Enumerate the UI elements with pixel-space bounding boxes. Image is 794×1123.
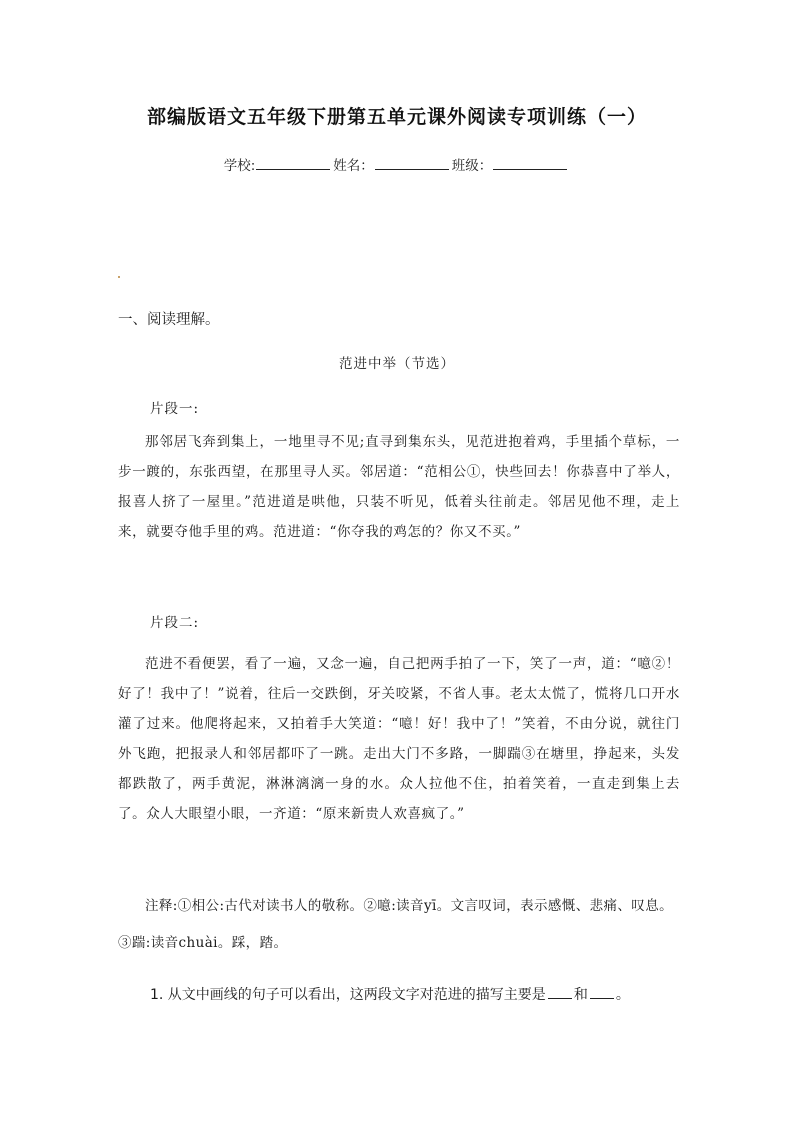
section-heading: 一、阅读理解。 [118,312,220,328]
class-label: 班级： [451,158,493,174]
student-info-line [0,154,794,174]
fragment1-label: 片段一: [150,401,200,417]
question-1-middle: 和 [573,987,588,1003]
document-title: 部编版语文五年级下册第五单元课外阅读专项训练（一） [146,106,647,128]
class-blank[interactable] [493,155,567,170]
school-blank[interactable] [256,155,330,170]
fragment2-label: 片段二: [150,615,200,631]
question-1-prefix: 1. 从文中画线的句子可以看出，这两段文字对范进的描写主要是 [150,987,546,1003]
fragment2-paragraph: 范进不看便罢，看了一遍，又念一遍，自己把两手拍了一下，笑了一声，道：“噫②！好了！我中了！”说着，往后一交跌倒，牙关咬紧，不省人事。老太太慌了，慌将几口开水灌了过来。他爬将起来，又拍着手大笑道：“噫！好！我中了！”笑着，不由分说，就往门外飞跑，把报录人和邻居都吓了一跳。走出大门不多路，一脚踹③在塘里，挣起来，头发都跌散了，两手黄泥，淋淋漓漓一身的水。众人拉他不住，拍着笑着，一直走到集上去了。众人大眼望小眼，一齐道：“原来新贵人欢喜疯了。” [118,656,680,822]
school-label: 学校: [223,158,256,174]
passage-title: 范进中举（节选） [339,356,455,372]
fragment1-paragraph: 那邻居飞奔到集上，一地里寻不见;直寻到集东头，见范进抱着鸡，手里插个草标，一步一踱的，东张西望，在那里寻人买。邻居道：“范相公①，快些回去！你恭喜中了举人，报喜人挤了一屋里。”范进道是哄他，只装不听见，低着头往前走。邻居见他不理，走上来，就要夺他手里的鸡。范进道：“你夺我的鸡怎的？你又不买。” [118,434,680,540]
decorative-dot [118,276,120,278]
annotation-notes: 注释:①相公:古代对读书人的敬称。②噫:读音yī。文言叹词，表示感慨、悲痛、叹息。③踹:读音chuài。踩，踏。 [118,898,673,951]
question-1-suffix: 。 [615,987,630,1003]
answer-blank-1[interactable] [548,984,572,999]
name-label: 姓名： [333,158,374,174]
answer-blank-2[interactable] [590,984,614,999]
question-1 [150,984,630,1004]
name-blank[interactable] [375,155,449,170]
